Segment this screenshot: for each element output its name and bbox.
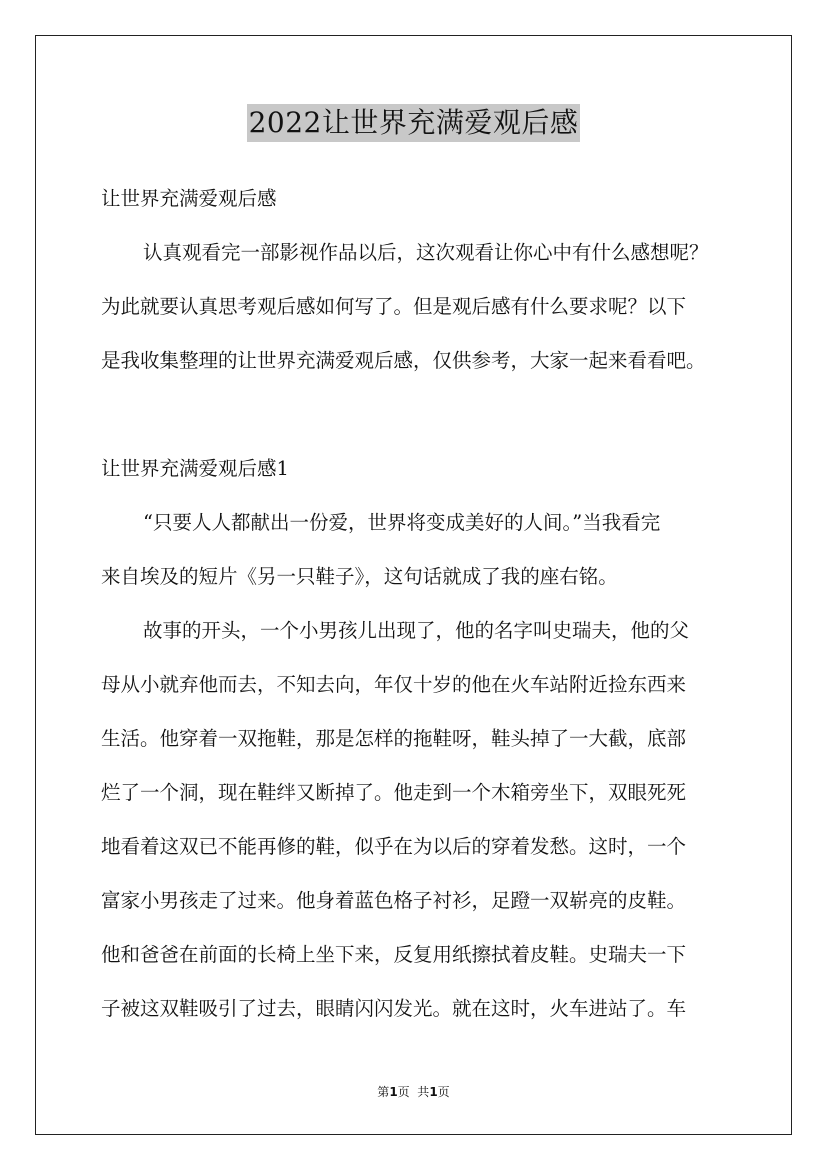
paragraph-line: 他和爸爸在前面的长椅上坐下来，反复用纸擦拭着皮鞋。史瑞夫一下: [101, 943, 687, 966]
footer-suffix: 页: [437, 1085, 450, 1099]
section-heading: 让世界充满爱观后感1: [101, 457, 289, 480]
intro-line: 是我收集整理的让世界充满爱观后感，仅供参考，大家一起来看看吧。: [101, 349, 706, 372]
document-body: [101, 172, 741, 1036]
paragraph-line: 生活。他穿着一双拖鞋，那是怎样的拖鞋呀，鞋头掉了一大截，底部: [101, 727, 687, 750]
footer-page-current: 1: [389, 1085, 398, 1099]
document-title: 2022让世界充满爱观后感: [247, 104, 581, 142]
paragraph-line: 地看着这双已不能再修的鞋，似乎在为以后的穿着发愁。这时，一个: [101, 835, 687, 858]
intro-line: 认真观看完一部影视作品以后，这次观看让你心中有什么感想呢？: [143, 241, 709, 264]
paragraph-line: 烂了一个洞，现在鞋绊又断掉了。他走到一个木箱旁坐下，双眼死死: [101, 781, 687, 804]
paragraph-line: 子被这双鞋吸引了过去，眼睛闪闪发光。就在这时，火车进站了。车: [101, 997, 687, 1020]
paragraph-line: 富家小男孩走了过来。他身着蓝色格子衬衫，足蹬一双崭亮的皮鞋。: [101, 889, 687, 912]
footer-mid: 页 共: [397, 1085, 430, 1099]
paragraph-line: “只要人人都献出一份爱，世界将变成美好的人间。”当我看完: [143, 511, 661, 534]
intro-line: 为此就要认真思考观后感如何写了。但是观后感有什么要求呢？以下: [101, 295, 687, 318]
paragraph-line: 母从小就弃他而去，不知去向，年仅十岁的他在火车站附近捡东西来: [101, 673, 687, 696]
footer-page-total: 1: [429, 1085, 438, 1099]
paragraph-line: 故事的开头，一个小男孩儿出现了，他的名字叫史瑞夫，他的父: [143, 619, 690, 642]
subheading: 让世界充满爱观后感: [101, 187, 277, 210]
page-footer: [0, 1084, 827, 1100]
paragraph-spacer: [101, 388, 741, 442]
paragraph-line: 来自埃及的短片《另一只鞋子》，这句话就成了我的座右铭。: [101, 565, 618, 588]
title-wrap: [0, 104, 827, 142]
footer-prefix: 第: [377, 1085, 390, 1099]
